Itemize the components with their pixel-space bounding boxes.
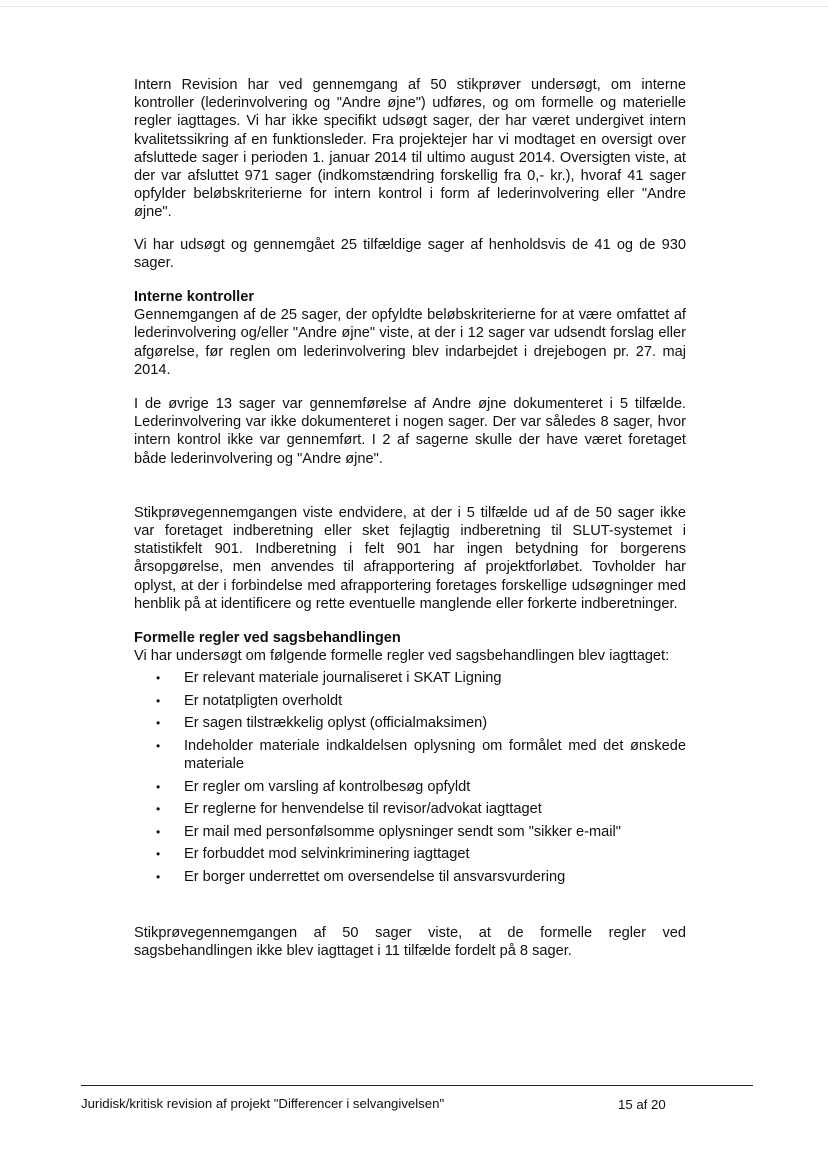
list-item: • Er relevant materiale journaliseret i SKAT Ligning (156, 670, 502, 687)
bullet-icon: • (156, 779, 161, 794)
list-item: • Indeholder materiale indkaldelsen oplysning om formålet med det ønskede materiale (156, 737, 686, 773)
footer-document-title: Juridisk/kritisk revision af projekt "Differencer i selvangivelsen" (81, 1096, 445, 1111)
list-item: • Er sagen tilstrækkelig oplyst (officialmaksimen) (156, 715, 488, 732)
paragraph-intro: Intern Revision har ved gennemgang af 50 stikprøver undersøgt, om interne kontroller (lederinvolvering og "Andre øjne") udføres, og om formelle og materielle regler iagttages. Vi har ikke specifikt udsøgt sager, der har været undergivet intern kvalitetssikring af en funktionsleder. Fra projektejer har vi modtaget en oversigt over afsluttede sager i perioden 1. januar 2014 til ultimo august 2014. Oversigten viste, at der var afsluttet 971 sager (indkomstændring forskellig fra 0,- kr.), hvoraf 41 sager opfylder beløbskriterierne for intern kontrol i form af lederinvolvering eller "Andre øjne". (134, 77, 686, 221)
bullet-icon: • (156, 802, 161, 817)
paragraph-formal-rules-conclusion: Stikprøvegennemgangen af 50 sager viste, at de formelle regler ved sagsbehandlingen ikke blev iagttaget i 11 tilfælde fordelt på 8 sager. (134, 924, 686, 960)
list-item: • Er forbuddet mod selvinkriminering iagttaget (156, 846, 470, 863)
paragraph-reporting-findings: Stikprøvegennemgangen viste endvidere, at der i 5 tilfælde ud af de 50 sager ikke var foretaget indberetning eller sket fejlagtig indberetning til SLUT-systemet i statistikfelt 901. Indberetning i felt 901 har ingen betydning for borgerens årsopgørelse, men anvendes til afrapportering af projektforløbet. Tovholder har oplyst, at der i forbindelse med afrapportering foretages forskellige udsøgninger med henblik på at identificere og rette eventuelle manglende eller forkerte indberetninger. (134, 504, 686, 612)
list-item: • Er reglerne for henvendelse til revisor/advokat iagttaget (156, 801, 542, 818)
heading-formal-rules: Formelle regler ved sagsbehandlingen (134, 630, 401, 647)
bullet-icon: • (156, 693, 161, 708)
list-item: • Er regler om varsling af kontrolbesøg opfyldt (156, 778, 471, 795)
paragraph-formal-rules-intro: Vi har undersøgt om følgende formelle regler ved sagsbehandlingen blev iagttaget: (134, 648, 670, 665)
heading-internal-controls: Interne kontroller (134, 289, 255, 306)
list-item: • Er notatpligten overholdt (156, 692, 343, 709)
list-item: • Er borger underrettet om oversendelse til ansvarsvurdering (156, 868, 566, 885)
bullet-icon: • (156, 824, 161, 839)
page-top-edge (0, 6, 828, 7)
bullet-icon: • (156, 671, 161, 686)
paragraph-internal-controls-findings: Gennemgangen af de 25 sager, der opfyldte beløbskriterierne for at være omfattet af lederinvolvering og/eller "Andre øjne" viste, at der i 12 sager var udsendt forslag eller afgørelse, før reglen om lederinvolvering blev indarbejdet i drejebogen pr. 27. maj 2014. (134, 307, 686, 378)
footer-divider (81, 1085, 753, 1086)
page-body (134, 76, 686, 960)
bullet-icon: • (156, 738, 161, 753)
paragraph-remaining-cases: I de øvrige 13 sager var gennemførelse af Andre øjne dokumenteret i 5 tilfælde. Lederinvolvering var ikke dokumenteret i nogen sager. Der var således 8 sager, hvor intern kontrol ikke var gennemført. I 2 af sagerne skulle der have været foretaget både lederinvolvering og "Andre øjne". (134, 396, 686, 467)
bullet-icon: • (156, 847, 161, 862)
paragraph-sample-selection: Vi har udsøgt og gennemgået 25 tilfældige sager af henholdsvis de 41 og de 930 sager. (134, 236, 686, 271)
formal-rules-checklist (134, 669, 686, 885)
bullet-icon: • (156, 716, 161, 731)
bullet-icon: • (156, 869, 161, 884)
footer-page-number: 15 af 20 (618, 1097, 666, 1112)
list-item: • Er mail med personfølsomme oplysninger sendt som "sikker e-mail" (156, 823, 621, 840)
